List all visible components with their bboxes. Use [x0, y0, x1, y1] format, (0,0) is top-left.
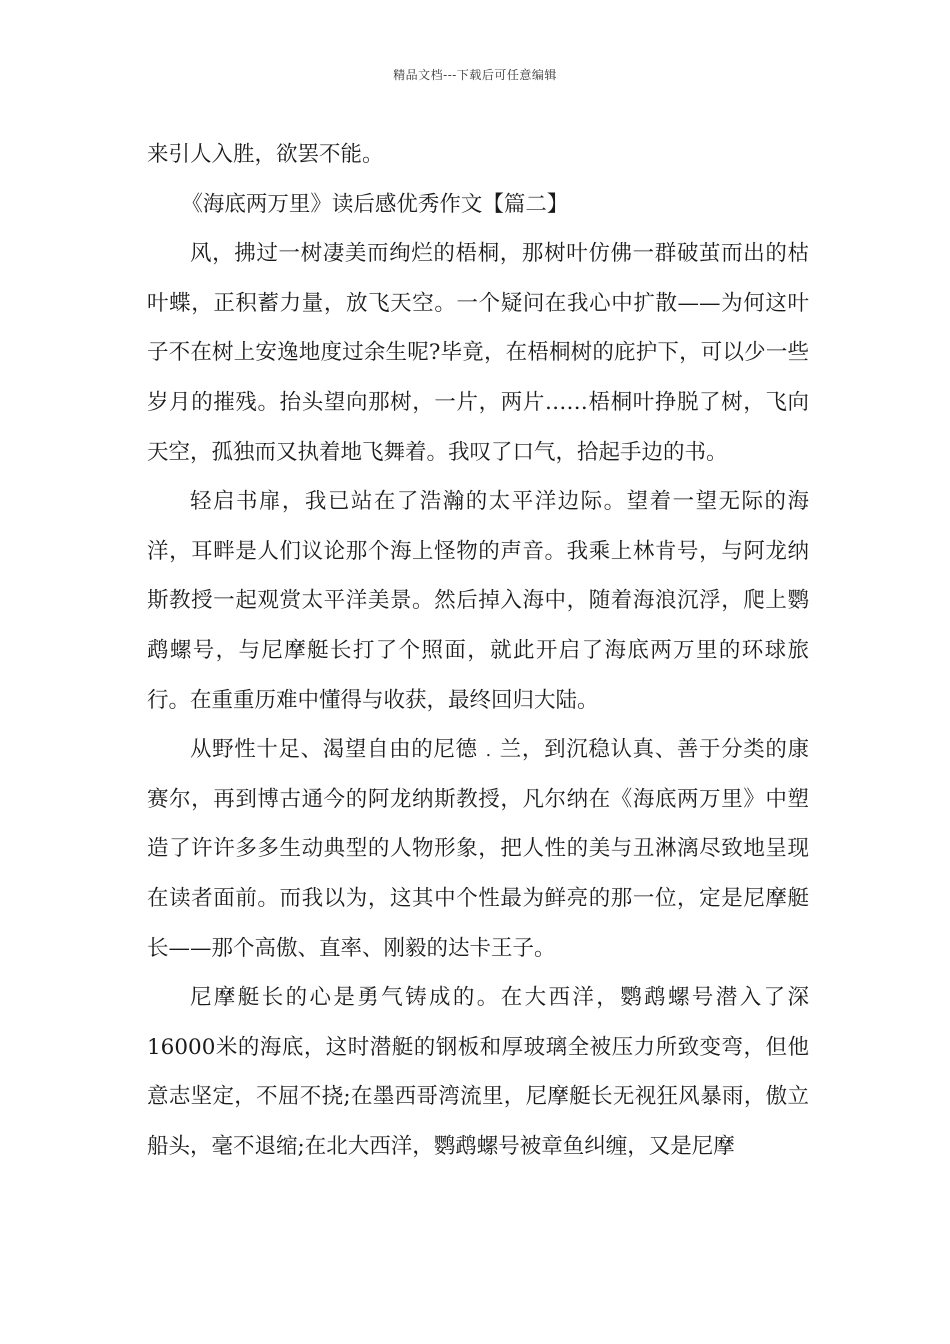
paragraph: 轻启书扉，我已站在了浩瀚的太平洋边际。望着一望无际的海洋，耳畔是人们议论那个海上怪物的声音。我乘上林肯号，与阿龙纳斯教授一起观赏太平洋美景。然后掉入海中，随着海浪沉浮，爬上鹦鹉螺号，与尼摩艇长打了个照面，就此开启了海底两万里的环球旅行。在重重历难中懂得与收获，最终回归大陆。 — [147, 489, 809, 713]
paragraph: 风，拂过一树凄美而绚烂的梧桐，那树叶仿佛一群破茧而出的枯叶蝶，正积蓄力量，放飞天空。一个疑问在我心中扩散——为何这叶子不在树上安逸地度过余生呢?毕竟，在梧桐树的庇护下，可以少一些岁月的摧残。抬头望向那树，一片，两片……梧桐叶挣脱了树，飞向天空，孤独而又执着地飞舞着。我叹了口气，拾起手边的书。 — [147, 241, 809, 465]
paragraph: 尼摩艇长的心是勇气铸成的。在大西洋，鹦鹉螺号潜入了深16000米的海底，这时潜艇的钢板和厚玻璃全被压力所致变弯，但他意志坚定，不屈不挠;在墨西哥湾流里，尼摩艇长无视狂风暴雨，傲立船头，毫不退缩;在北大西洋，鹦鹉螺号被章鱼纠缠，又是尼摩 — [147, 985, 809, 1159]
paragraph-continuation: 来引人入胜，欲罢不能。 — [147, 142, 384, 167]
section-title: 《海底两万里》读后感优秀作文【篇二】 — [181, 191, 569, 217]
page-header: 精品文档---下载后可任意编辑 — [393, 68, 557, 82]
paragraph: 从野性十足、渴望自由的尼德﹒兰，到沉稳认真、善于分类的康赛尔，再到博古通今的阿龙纳斯教授，凡尔纳在《海底两万里》中塑造了许许多多生动典型的人物形象，把人性的美与丑淋漓尽致地呈现在读者面前。而我以为，这其中个性最为鲜亮的那一位，定是尼摩艇长——那个高傲、直率、刚毅的达卡王子。 — [147, 737, 809, 961]
document-body — [147, 130, 809, 1171]
